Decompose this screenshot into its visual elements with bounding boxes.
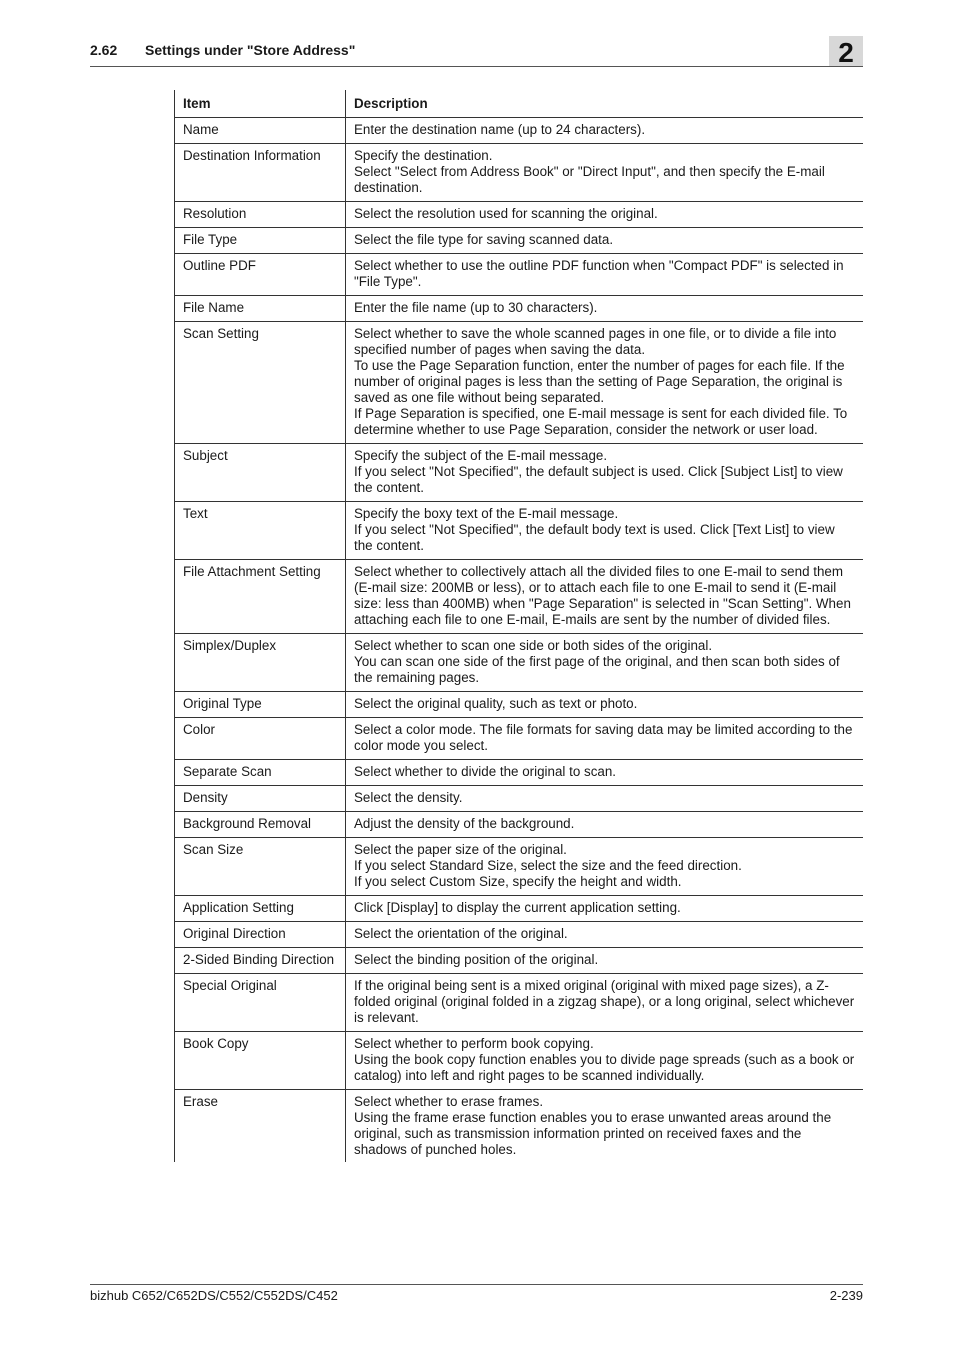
table-row (175, 760, 864, 786)
page-number: 2-239 (829, 1288, 863, 1303)
row-description: Select whether to save the whole scanned pages in one file, or to divide a file into specified number of pages when saving the data. To use the Page Separation function, enter the number of pages for each file. If the number of original pages is less than the setting of Page Separation, the original is saved as one file without being separated. If Page Separation is specified, one E-mail message is sent for each divided file. To determine whether to use Page Separation, consider the network or user load. (346, 322, 864, 444)
row-item: Special Original (175, 974, 346, 1032)
row-item: Destination Information (175, 144, 346, 202)
column-header-description: Description (346, 90, 864, 118)
table-row (175, 948, 864, 974)
table-row (175, 560, 864, 634)
row-description: Select whether to use the outline PDF function when "Compact PDF" is selected in "File Type". (346, 254, 864, 296)
row-item: Resolution (175, 202, 346, 228)
table-row (175, 896, 864, 922)
row-item: File Attachment Setting (175, 560, 346, 634)
row-description: Select the binding position of the original. (346, 948, 864, 974)
row-item: Name (175, 118, 346, 144)
table-row (175, 502, 864, 560)
row-description: Specify the subject of the E-mail message. If you select "Not Specified", the default subject is used. Click [Subject List] to view the content. (346, 444, 864, 502)
table-row (175, 322, 864, 444)
row-item: File Type (175, 228, 346, 254)
row-description: Click [Display] to display the current application setting. (346, 896, 864, 922)
row-description: Enter the destination name (up to 24 characters). (346, 118, 864, 144)
table-row (175, 1032, 864, 1090)
table-row (175, 974, 864, 1032)
table-header-row (175, 90, 864, 118)
row-description: Select the original quality, such as text or photo. (346, 692, 864, 718)
row-description: Select the file type for saving scanned data. (346, 228, 864, 254)
chapter-tab (829, 36, 863, 66)
row-description: Specify the boxy text of the E-mail message. If you select "Not Specified", the default body text is used. Click [Text List] to view the content. (346, 502, 864, 560)
table-row (175, 1090, 864, 1163)
table-row (175, 718, 864, 760)
chapter-number: 2 (838, 37, 854, 68)
table-row (175, 254, 864, 296)
row-item: File Name (175, 296, 346, 322)
section-title: Settings under "Store Address" (145, 42, 356, 58)
page-footer (90, 1284, 863, 1303)
row-item: Original Direction (175, 922, 346, 948)
row-description: Specify the destination. Select "Select from Address Book" or "Direct Input", and then specify the E-mail destination. (346, 144, 864, 202)
row-item: Erase (175, 1090, 346, 1163)
row-item: Original Type (175, 692, 346, 718)
table-row (175, 634, 864, 692)
table-row (175, 202, 864, 228)
table-row (175, 444, 864, 502)
table-row (175, 144, 864, 202)
row-item: Application Setting (175, 896, 346, 922)
row-description: Select a color mode. The file formats for saving data may be limited according to the color mode you select. (346, 718, 864, 760)
table-row (175, 922, 864, 948)
row-description: Select whether to scan one side or both sides of the original. You can scan one side of the first page of the original, and then scan both sides of the remaining pages. (346, 634, 864, 692)
row-item: Color (175, 718, 346, 760)
row-item: 2-Sided Binding Direction (175, 948, 346, 974)
row-description: Enter the file name (up to 30 characters). (346, 296, 864, 322)
column-header-item: Item (175, 90, 346, 118)
row-description: Select the paper size of the original. If you select Standard Size, select the size and the feed direction. If you select Custom Size, specify the height and width. (346, 838, 864, 896)
table-row (175, 118, 864, 144)
settings-table (174, 90, 863, 1162)
row-item: Book Copy (175, 1032, 346, 1090)
row-description: Adjust the density of the background. (346, 812, 864, 838)
row-item: Density (175, 786, 346, 812)
row-item: Scan Size (175, 838, 346, 896)
section-number: 2.62 (90, 42, 118, 58)
row-description: Select whether to perform book copying. Using the book copy function enables you to divide page spreads (such as a book or catalog) into left and right pages to be scanned individually. (346, 1032, 864, 1090)
row-item: Text (175, 502, 346, 560)
row-item: Separate Scan (175, 760, 346, 786)
model-name: bizhub C652/C652DS/C552/C552DS/C452 (90, 1288, 338, 1303)
page-header (90, 36, 863, 67)
row-item: Simplex/Duplex (175, 634, 346, 692)
table-row (175, 228, 864, 254)
table-row (175, 786, 864, 812)
table-row (175, 812, 864, 838)
row-description: Select the resolution used for scanning the original. (346, 202, 864, 228)
row-item: Outline PDF (175, 254, 346, 296)
table-row (175, 838, 864, 896)
row-description: Select whether to erase frames. Using the frame erase function enables you to erase unwanted areas around the original, such as transmission information printed on received faxes and the shadows of punched holes. (346, 1090, 864, 1163)
row-description: Select the orientation of the original. (346, 922, 864, 948)
table-row (175, 692, 864, 718)
row-item: Subject (175, 444, 346, 502)
row-item: Background Removal (175, 812, 346, 838)
row-item: Scan Setting (175, 322, 346, 444)
row-description: Select whether to divide the original to scan. (346, 760, 864, 786)
row-description: Select whether to collectively attach all the divided files to one E-mail to send them (E-mail size: 200MB or less), or to attach each file to one E-mail to send it (E-mail size: less than 400MB) when "Page Separation" is selected in "Scan Setting". When attaching each file to one E-mail, E-mails are sent by the number of divided files. (346, 560, 864, 634)
row-description: Select the density. (346, 786, 864, 812)
table-body (175, 118, 864, 1163)
row-description: If the original being sent is a mixed original (original with mixed page sizes), a Z-folded original (original folded in a zigzag shape), or a long original, select whichever is relevant. (346, 974, 864, 1032)
table-row (175, 296, 864, 322)
